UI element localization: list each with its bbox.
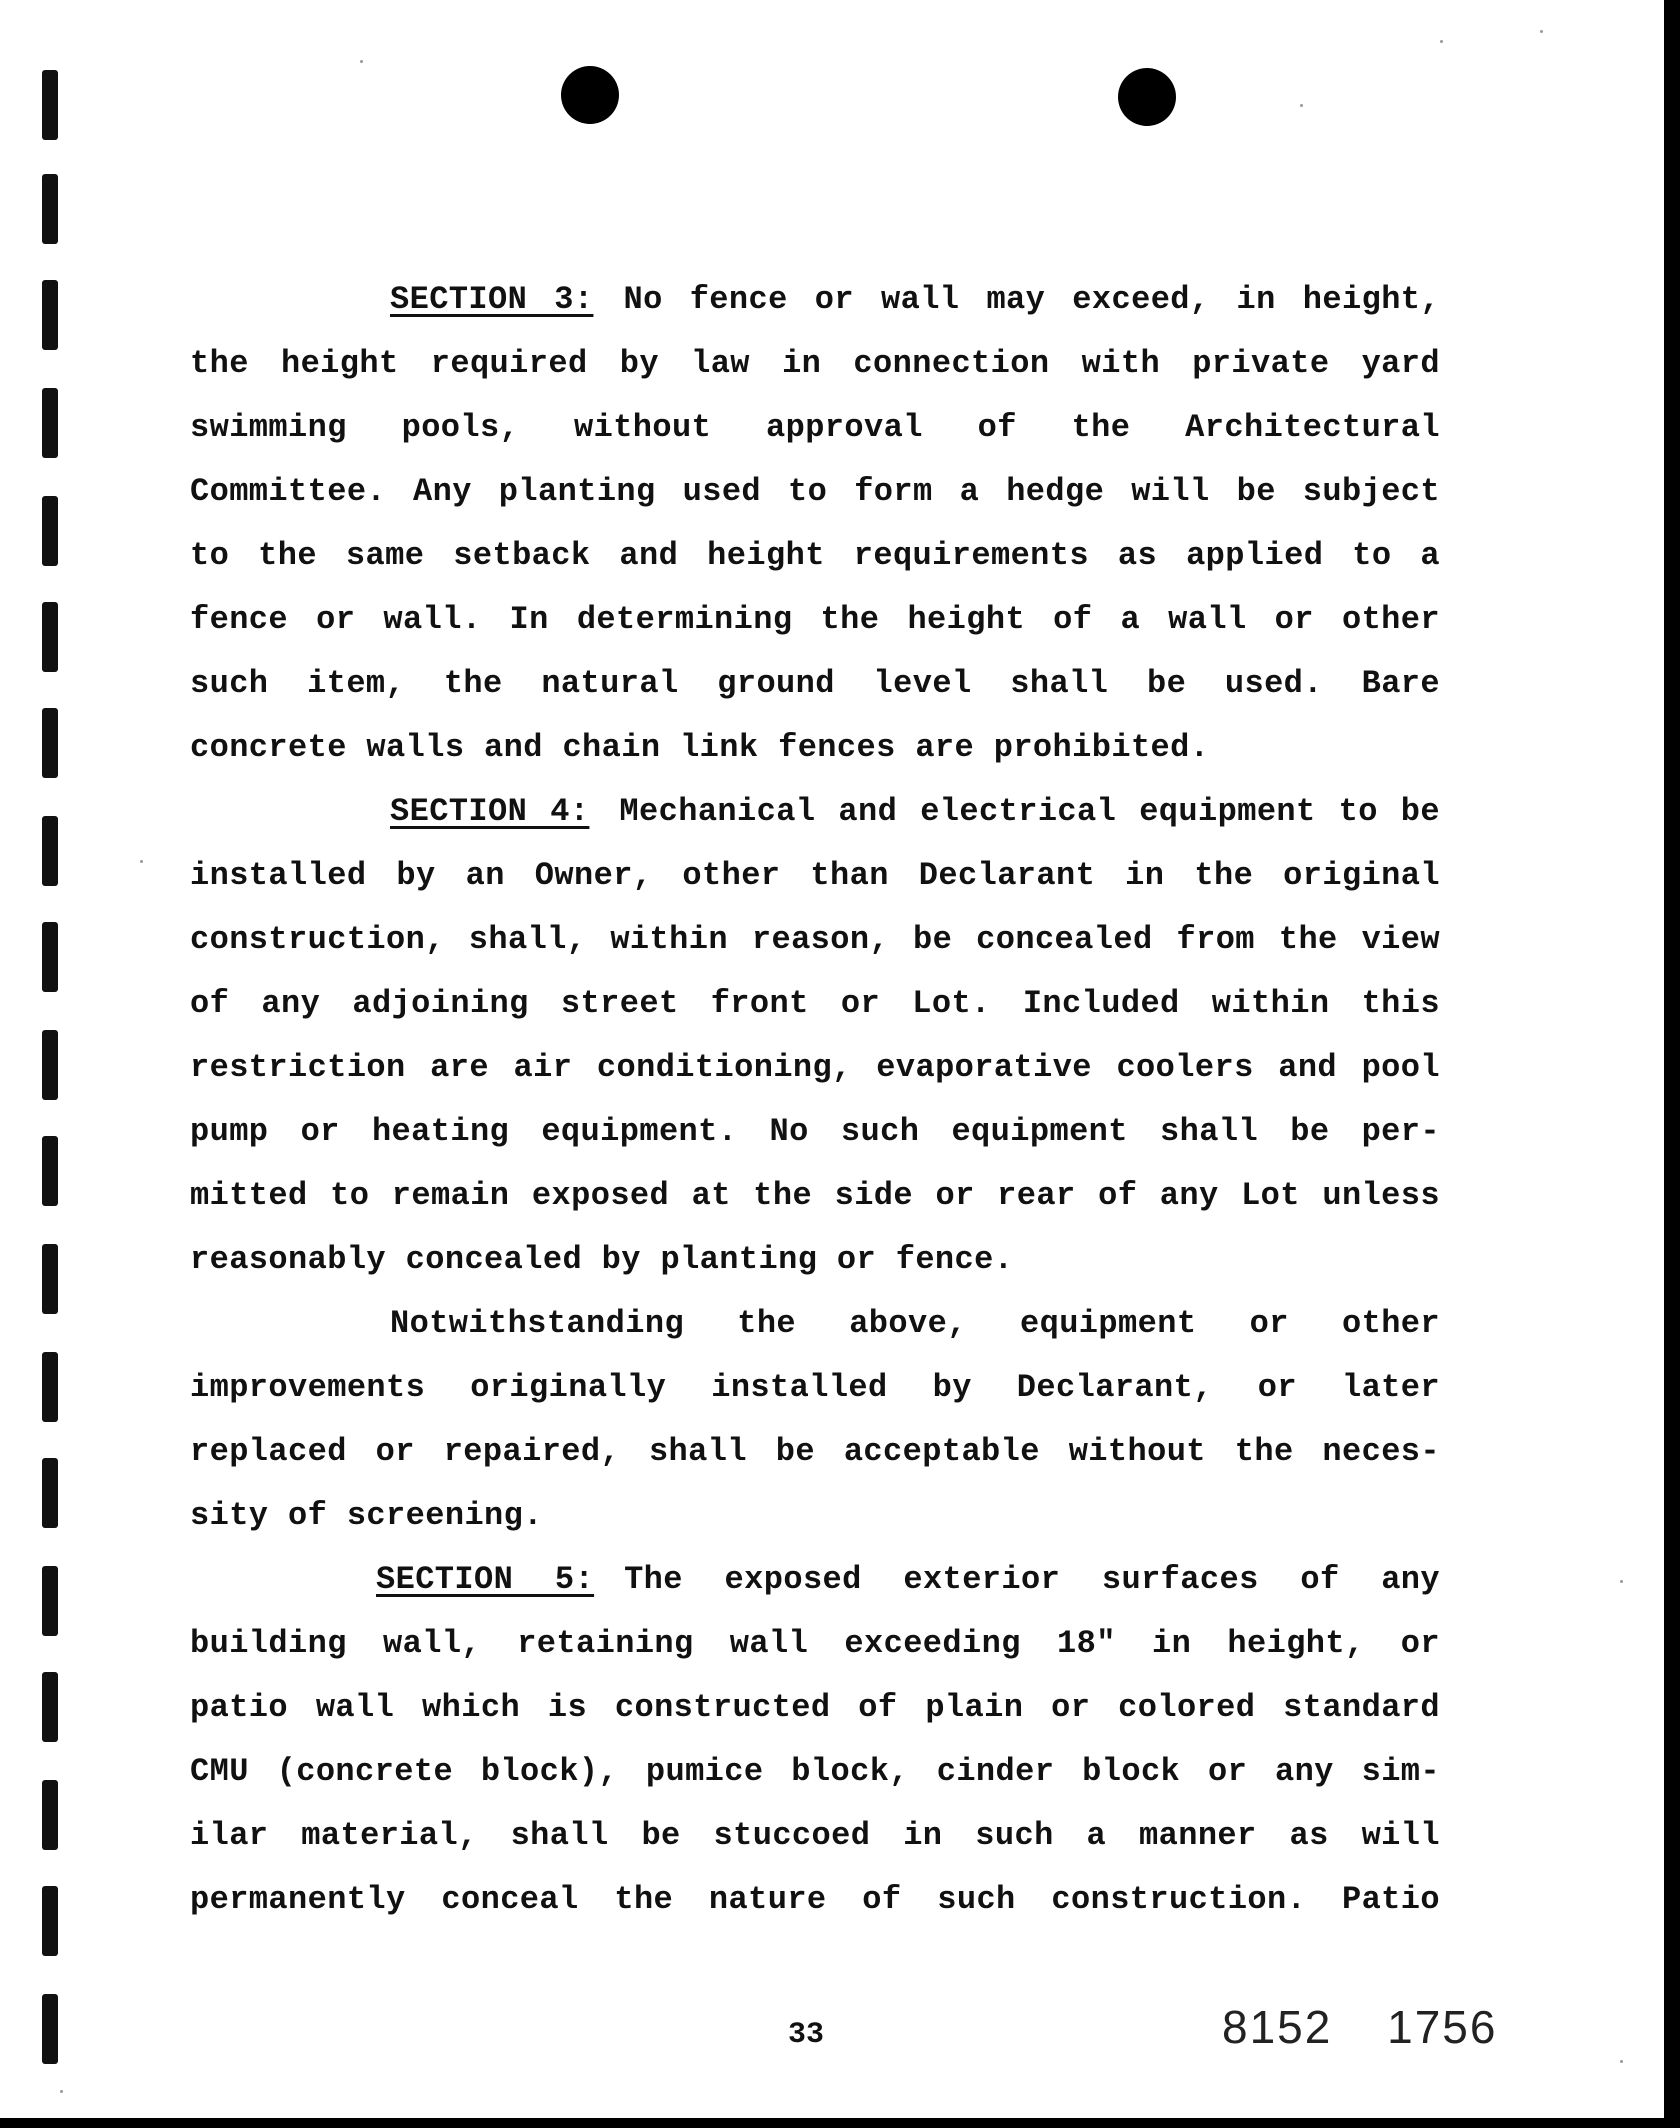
text-line: Mechanical and electrical equipment to be bbox=[619, 793, 1440, 830]
perforation-mark bbox=[42, 280, 58, 350]
perforation-mark bbox=[42, 388, 58, 458]
scan-speck bbox=[360, 60, 363, 63]
text-line: reasonably concealed by planting or fence. bbox=[190, 1241, 1014, 1278]
perforation-mark bbox=[42, 1458, 58, 1528]
perforation-mark bbox=[42, 1136, 58, 1206]
text-line: pump or heating equipment. No such equipment shall be per- bbox=[190, 1113, 1440, 1150]
text-line: patio wall which is constructed of plain or colored standard bbox=[190, 1689, 1440, 1726]
section-5-first-line bbox=[190, 1548, 1440, 1612]
text-line: restriction are air conditioning, evaporative coolers and pool bbox=[190, 1049, 1440, 1086]
scan-border-bottom bbox=[0, 2118, 1680, 2128]
text-line: to the same setback and height requirements as applied to a bbox=[190, 537, 1440, 574]
scan-speck bbox=[1300, 104, 1303, 107]
text-line: sity of screening. bbox=[190, 1497, 543, 1534]
text-line: Committee. Any planting used to form a hedge will be subject bbox=[190, 473, 1440, 510]
perforation-mark bbox=[42, 1780, 58, 1850]
text-line: building wall, retaining wall exceeding 18" in height, or bbox=[190, 1625, 1440, 1662]
perforation-mark bbox=[42, 816, 58, 886]
scan-speck bbox=[140, 860, 143, 863]
text-line: improvements originally installed by Declarant, or later bbox=[190, 1369, 1440, 1406]
perforation-mark bbox=[42, 922, 58, 992]
text-line: construction, shall, within reason, be concealed from the view bbox=[190, 921, 1440, 958]
text-line: of any adjoining street front or Lot. Included within this bbox=[190, 985, 1440, 1022]
text-line: swimming pools, without approval of the Architectural bbox=[190, 409, 1440, 446]
binder-hole-right bbox=[1118, 68, 1176, 126]
perforation-mark bbox=[42, 1030, 58, 1100]
text-line: concrete walls and chain link fences are prohibited. bbox=[190, 729, 1210, 766]
perforation-mark bbox=[42, 174, 58, 244]
page-number: 33 bbox=[788, 2018, 825, 2052]
text-line: CMU (concrete block), pumice block, cinder block or any sim- bbox=[190, 1753, 1440, 1790]
scan-speck bbox=[1620, 1580, 1623, 1583]
section-4-first-line bbox=[190, 780, 1440, 844]
text-line: ilar material, shall be stuccoed in such a manner as will bbox=[190, 1817, 1440, 1854]
text-line: The exposed exterior surfaces of any bbox=[624, 1561, 1440, 1598]
text-line: permanently conceal the nature of such construction. Patio bbox=[190, 1881, 1440, 1918]
section-heading: SECTION 3: bbox=[390, 281, 594, 318]
text-line: the height required by law in connection with private yard bbox=[190, 345, 1440, 382]
perforation-mark bbox=[42, 496, 58, 566]
perforation-mark bbox=[42, 1886, 58, 1956]
perforation-mark bbox=[42, 1352, 58, 1422]
text-line: fence or wall. In determining the height of a wall or other bbox=[190, 601, 1440, 638]
scan-speck bbox=[1440, 40, 1443, 43]
text-line: replaced or repaired, shall be acceptable without the neces- bbox=[190, 1433, 1440, 1470]
perforation-mark bbox=[42, 1672, 58, 1742]
perforation-mark bbox=[42, 70, 58, 140]
section-3-first-line bbox=[190, 268, 1440, 332]
text-line: mitted to remain exposed at the side or rear of any Lot unless bbox=[190, 1177, 1440, 1214]
perforation-mark bbox=[42, 1994, 58, 2064]
scan-speck bbox=[1620, 2060, 1623, 2063]
scan-speck bbox=[1540, 30, 1543, 33]
perforation-mark bbox=[42, 1244, 58, 1314]
text-line: installed by an Owner, other than Declarant in the original bbox=[190, 857, 1440, 894]
document-body bbox=[190, 268, 1440, 1932]
perforation-mark bbox=[42, 602, 58, 672]
book-page-stamp: 8152 1756 bbox=[1222, 2001, 1498, 2053]
text-line: such item, the natural ground level shall be used. Bare bbox=[190, 665, 1440, 702]
text-line: Notwithstanding the above, equipment or other bbox=[390, 1305, 1440, 1342]
text-line: No fence or wall may exceed, in height, bbox=[623, 281, 1440, 318]
section-heading: SECTION 4: bbox=[390, 793, 590, 830]
scan-border-right bbox=[1664, 0, 1680, 2128]
binder-hole-left bbox=[561, 66, 619, 124]
perforation-mark bbox=[42, 1566, 58, 1636]
perforation-mark bbox=[42, 708, 58, 778]
scan-speck bbox=[60, 2090, 63, 2093]
section-heading: SECTION 5: bbox=[376, 1561, 595, 1598]
